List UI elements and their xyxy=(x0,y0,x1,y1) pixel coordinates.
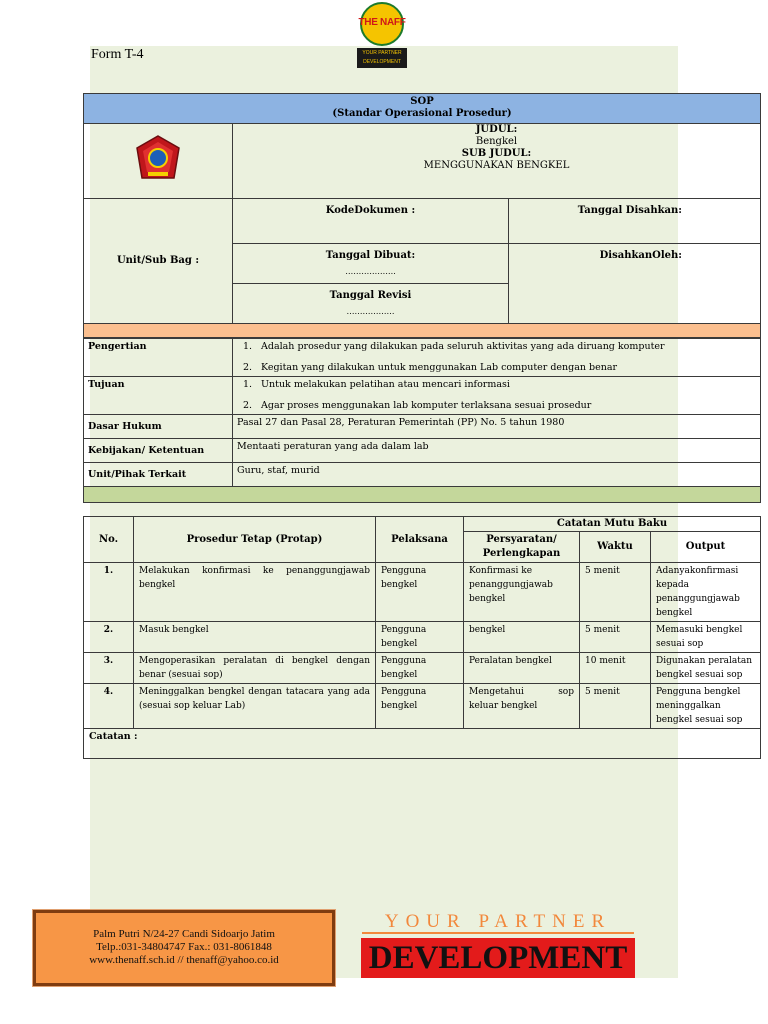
sop-title-cell xyxy=(84,94,761,124)
address-box xyxy=(33,910,335,986)
tujuan-list xyxy=(233,377,761,415)
dasar-hukum-value: Pasal 27 dan Pasal 28, Peraturan Pemerintah (PP) No. 5 tahun 1980 xyxy=(233,415,761,439)
tanggal-dibuat-cell xyxy=(233,244,509,284)
logo-name: THE NAFF xyxy=(358,17,406,28)
pengertian-list xyxy=(233,339,761,377)
address-line-1: Palm Putri N/24-27 Candi Sidoarjo Jatim xyxy=(93,928,275,940)
table-row xyxy=(84,653,761,684)
company-logo xyxy=(354,2,410,68)
row-output: Memasuki bengkel sesuai sop xyxy=(651,622,761,653)
judul-value: Bengkel xyxy=(475,136,518,147)
row-pelaksana: Pengguna bengkel xyxy=(376,622,464,653)
row-no: 4. xyxy=(84,684,134,729)
col-no-header: No. xyxy=(84,517,134,563)
row-output: Adanyakonfirmasi kepada penanggungjawab bengkel xyxy=(651,563,761,622)
kebijakan-value: Mentaati peraturan yang ada dalam lab xyxy=(233,439,761,463)
row-prosedur: Mengoperasikan peralatan di bengkel dengan benar (sesuai sop) xyxy=(134,653,376,684)
sop-title: SOP xyxy=(410,96,434,107)
col-output-header: Output xyxy=(651,532,761,563)
logo-tagline: YOUR PARTNER DEVELOPMENT xyxy=(357,48,407,68)
row-waktu: 10 menit xyxy=(580,653,651,684)
row-prosedur: Masuk bengkel xyxy=(134,622,376,653)
tanggal-dibuat-label: Tanggal Dibuat: xyxy=(325,250,416,261)
table-row xyxy=(84,684,761,729)
tanggal-dibuat-value: ………………. xyxy=(345,267,396,276)
row-output: Digunakan peralatan bengkel sesuai sop xyxy=(651,653,761,684)
row-waktu: 5 menit xyxy=(580,563,651,622)
col-prosedur-header: Prosedur Tetap (Protap) xyxy=(134,517,376,563)
row-pelaksana: Pengguna bengkel xyxy=(376,684,464,729)
procedure-table xyxy=(83,516,761,759)
pengertian-item: 2. Kegitan yang dilakukan untuk menggunakan Lab computer dengan benar xyxy=(243,362,618,373)
sub-judul-label: SUB JUDUL: xyxy=(461,148,532,159)
unit-pihak-value: Guru, staf, murid xyxy=(233,463,761,487)
green-divider xyxy=(84,487,761,503)
row-no: 2. xyxy=(84,622,134,653)
sub-judul-value: MENGGUNAKAN BENGKEL xyxy=(423,160,570,171)
table-row xyxy=(84,563,761,622)
col-persyaratan-header: Persyaratan/ Perlengkapan xyxy=(464,532,580,563)
col-catatan-mutu-header: Catatan Mutu Baku xyxy=(464,517,761,532)
address-line-2: Telp.:031-34804747 Fax.: 031-8061848 xyxy=(96,941,272,953)
row-prosedur: Melakukan konfirmasi ke penanggungjawab bengkel xyxy=(134,563,376,622)
tujuan-label: Tujuan xyxy=(84,377,233,415)
row-no: 1. xyxy=(84,563,134,622)
judul-cell xyxy=(233,124,761,199)
row-pelaksana: Pengguna bengkel xyxy=(376,653,464,684)
row-output: Pengguna bengkel meninggalkan bengkel sesuai sop xyxy=(651,684,761,729)
tanggal-revisi-cell xyxy=(233,284,509,324)
disahkan-oleh-label: DisahkanOleh: xyxy=(509,244,761,324)
form-code: Form T-4 xyxy=(91,47,144,62)
catatan-label: Catatan : xyxy=(84,729,761,759)
row-prosedur: Meninggalkan bengkel dengan tatacara yang ada (sesuai sop keluar Lab) xyxy=(134,684,376,729)
orange-divider xyxy=(84,324,761,338)
address-line-3: www.thenaff.sch.id // thenaff@yahoo.co.id xyxy=(89,954,279,966)
row-waktu: 5 menit xyxy=(580,684,651,729)
row-persyaratan: Konfirmasi ke penanggungjawab bengkel xyxy=(464,563,580,622)
dasar-hukum-label: Dasar Hukum xyxy=(84,415,233,439)
row-no: 3. xyxy=(84,653,134,684)
judul-label: JUDUL: xyxy=(475,124,518,135)
row-persyaratan: Mengetahui sop keluar bengkel xyxy=(464,684,580,729)
col-waktu-header: Waktu xyxy=(580,532,651,563)
unit-pihak-label: Unit/Pihak Terkait xyxy=(84,463,233,487)
tanggal-revisi-value: ……………… xyxy=(346,307,395,316)
school-emblem-icon xyxy=(134,134,182,184)
pengertian-item: 1. Adalah prosedur yang dilakukan pada seluruh aktivitas yang ada diruang komputer xyxy=(243,341,665,352)
unit-sub-bag-label: Unit/Sub Bag : xyxy=(84,199,233,324)
row-pelaksana: Pengguna bengkel xyxy=(376,563,464,622)
development-banner: DEVELOPMENT xyxy=(361,938,635,978)
col-pelaksana-header: Pelaksana xyxy=(376,517,464,563)
sop-info-table xyxy=(83,338,761,503)
tujuan-item: 1. Untuk melakukan pelatihan atau mencari informasi xyxy=(243,379,510,390)
tanggal-revisi-label: Tanggal Revisi xyxy=(329,290,412,301)
pengertian-label: Pengertian xyxy=(84,339,233,377)
row-persyaratan: bengkel xyxy=(464,622,580,653)
kode-dokumen-label: KodeDokumen : xyxy=(233,199,509,244)
sop-header-table xyxy=(83,93,761,338)
kebijakan-label: Kebijakan/ Ketentuan xyxy=(84,439,233,463)
tujuan-item: 2. Agar proses menggunakan lab komputer terlaksana sesuai prosedur xyxy=(243,400,592,411)
table-row xyxy=(84,622,761,653)
row-persyaratan: Peralatan bengkel xyxy=(464,653,580,684)
sop-subtitle: (Standar Operasional Prosedur) xyxy=(332,108,512,119)
row-waktu: 5 menit xyxy=(580,622,651,653)
school-emblem-cell xyxy=(84,124,233,199)
your-partner-text: YOUR PARTNER xyxy=(362,912,634,934)
tanggal-disahkan-label: Tanggal Disahkan: xyxy=(509,199,761,244)
